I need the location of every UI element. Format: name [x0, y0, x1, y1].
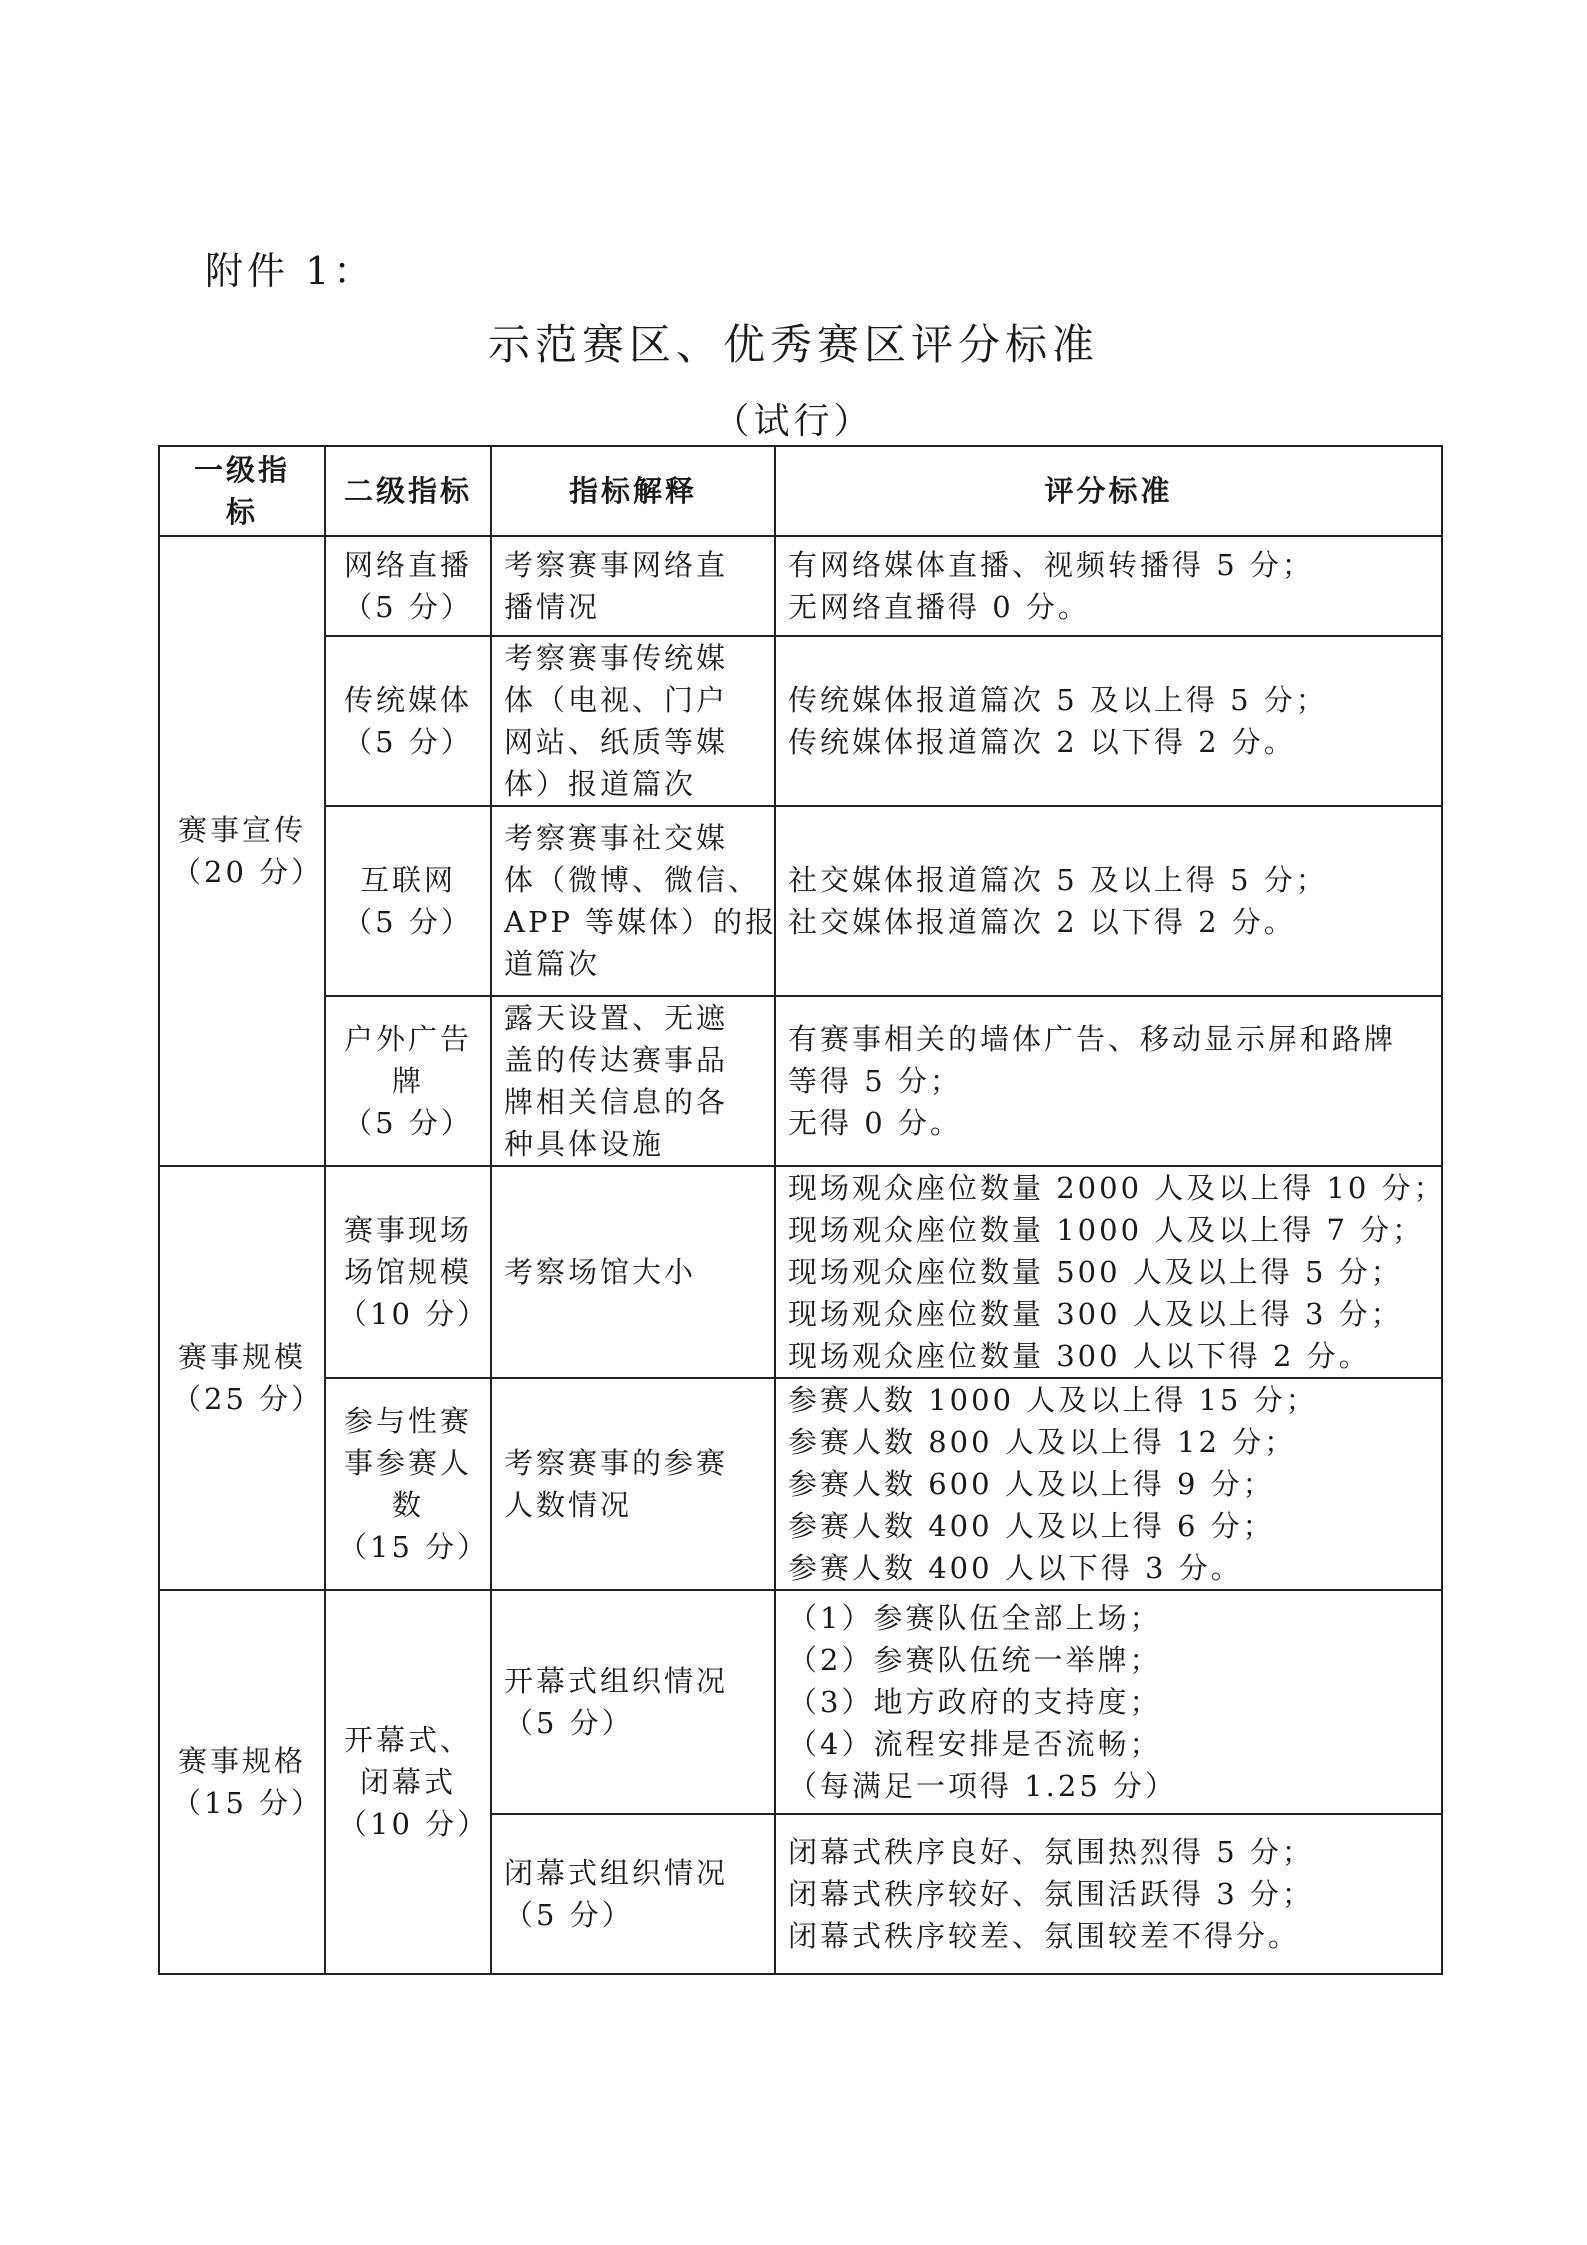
criteria-line: （每满足一项得 1.25 分）	[788, 1769, 1178, 1803]
explain-line: 考察赛事网络直	[504, 548, 729, 582]
criteria-line: 有赛事相关的墙体广告、移动显示屏和路牌	[788, 1022, 1397, 1056]
explain-cell	[491, 1814, 775, 1974]
level1-points: （15 分）	[172, 1786, 324, 1820]
level2-cell	[325, 1590, 491, 1974]
scoring-table	[158, 445, 1446, 1975]
criteria-line: 无得 0 分。	[788, 1106, 962, 1140]
criteria-cell	[775, 636, 1442, 806]
document-subtitle: （试行）	[713, 401, 874, 442]
criteria-line: 闭幕式秩序较好、氛围活跃得 3 分；	[788, 1877, 1314, 1911]
explain-cell	[491, 806, 778, 996]
level2-cell	[325, 536, 491, 636]
level2-cell	[325, 996, 491, 1166]
criteria-line: 有网络媒体直播、视频转播得 5 分；	[788, 548, 1314, 582]
criteria-line: 社交媒体报道篇次 2 以下得 2 分。	[788, 905, 1296, 939]
explain-line: 播情况	[504, 590, 601, 624]
criteria-cell	[775, 806, 1442, 996]
criteria-line: 传统媒体报道篇次 5 及以上得 5 分；	[788, 683, 1328, 717]
level2-text: 户外广告	[343, 1022, 472, 1056]
level2-cell	[325, 1166, 491, 1378]
explain-line: 露天设置、无遮	[504, 1001, 729, 1035]
level2-cell	[325, 1378, 491, 1590]
level1-name: 赛事宣传	[177, 813, 306, 847]
level2-points: （5 分）	[343, 905, 473, 939]
header-cell-criteria: 评分标准	[775, 446, 1442, 536]
explain-line: 牌相关信息的各	[504, 1085, 729, 1119]
level2-text: 事参赛人	[343, 1446, 472, 1480]
criteria-cell	[775, 1590, 1442, 1814]
explain-line: 人数情况	[504, 1488, 633, 1522]
level2-cell	[325, 636, 491, 806]
explain-line: 考察场馆大小	[504, 1255, 697, 1289]
level2-points: （15 分）	[338, 1530, 490, 1564]
criteria-line: 现场观众座位数量 300 人以下得 2 分。	[788, 1339, 1371, 1373]
criteria-line: 传统媒体报道篇次 2 以下得 2 分。	[788, 725, 1296, 759]
criteria-cell	[775, 1378, 1442, 1590]
criteria-line: 参赛人数 1000 人及以上得 15 分；	[788, 1383, 1318, 1417]
criteria-line: 等得 5 分；	[788, 1064, 962, 1098]
explain-line: （5 分）	[504, 1706, 634, 1740]
explain-cell	[491, 1590, 775, 1814]
level2-text: 数	[391, 1488, 424, 1522]
level2-text: 传统媒体	[343, 683, 472, 717]
criteria-line: 现场观众座位数量 500 人及以上得 5 分；	[788, 1255, 1403, 1289]
explain-cell	[491, 636, 775, 806]
criteria-line: 参赛人数 400 人及以上得 6 分；	[788, 1509, 1275, 1543]
criteria-cell	[775, 536, 1442, 636]
level2-text: 闭幕式	[359, 1765, 456, 1799]
explain-line: APP 等媒体）的报	[504, 905, 778, 939]
explain-line: 开幕式组织情况	[504, 1664, 729, 1698]
level1-name: 赛事规格	[177, 1744, 306, 1778]
level2-text: 牌	[391, 1064, 424, 1098]
scoring-table-body	[159, 446, 1446, 1974]
document-title: 示范赛区、优秀赛区评分标准	[487, 320, 1099, 369]
level2-points: （10 分）	[338, 1807, 490, 1841]
explain-cell	[491, 536, 775, 636]
explain-line: （5 分）	[504, 1898, 634, 1932]
level1-name: 赛事规模	[177, 1340, 306, 1374]
criteria-cell	[775, 1166, 1446, 1378]
level2-points: （5 分）	[343, 1106, 473, 1140]
criteria-line: 闭幕式秩序良好、氛围热烈得 5 分；	[788, 1835, 1314, 1869]
explain-line: 种具体设施	[504, 1127, 665, 1161]
table-row	[159, 806, 1442, 996]
explain-line: 考察赛事社交媒	[504, 821, 729, 855]
level1-points: （20 分）	[172, 855, 324, 889]
criteria-line: 无网络直播得 0 分。	[788, 590, 1090, 624]
criteria-line: 参赛人数 600 人及以上得 9 分；	[788, 1467, 1275, 1501]
explain-cell	[491, 996, 775, 1166]
table-row	[159, 1378, 1442, 1590]
explain-line: 体（微博、微信、	[504, 863, 761, 897]
header-cell-level2: 二级指标	[325, 446, 491, 536]
explain-line: 考察赛事的参赛	[504, 1446, 729, 1480]
level2-cell	[325, 806, 491, 996]
level2-points: （5 分）	[343, 590, 473, 624]
attachment-label: 附件 1：	[205, 249, 376, 293]
level1-points: （25 分）	[172, 1382, 324, 1416]
explain-cell	[491, 1166, 775, 1378]
level1-cell-spec	[159, 1590, 325, 1974]
criteria-line: （1）参赛队伍全部上场；	[788, 1601, 1162, 1635]
explain-cell	[491, 1378, 775, 1590]
level2-text: 参与性赛	[343, 1404, 472, 1438]
level2-text: 互联网	[359, 863, 456, 897]
level2-text: 开幕式、	[343, 1723, 472, 1757]
table-row	[159, 636, 1442, 806]
criteria-line: 社交媒体报道篇次 5 及以上得 5 分；	[788, 863, 1328, 897]
level2-text: 场馆规模	[343, 1255, 472, 1289]
level1-cell-promotion	[159, 536, 325, 1166]
criteria-line: （4）流程安排是否流畅；	[788, 1727, 1162, 1761]
table-row	[159, 536, 1442, 636]
criteria-line: （3）地方政府的支持度；	[788, 1685, 1162, 1719]
level2-points: （10 分）	[338, 1297, 490, 1331]
criteria-line: 参赛人数 800 人及以上得 12 分；	[788, 1425, 1297, 1459]
table-row	[159, 1166, 1442, 1378]
table-row	[159, 996, 1442, 1166]
level1-cell-scale	[159, 1166, 325, 1590]
criteria-line: （2）参赛队伍统一举牌；	[788, 1643, 1162, 1677]
criteria-line: 现场观众座位数量 300 人及以上得 3 分；	[788, 1297, 1403, 1331]
criteria-line: 现场观众座位数量 1000 人及以上得 7 分；	[788, 1213, 1425, 1247]
criteria-line: 现场观众座位数量 2000 人及以上得 10 分；	[788, 1171, 1446, 1205]
header-cell-level1: 一级指 标	[159, 446, 325, 536]
criteria-line: 闭幕式秩序较差、氛围较差不得分。	[788, 1919, 1301, 1953]
table-row	[159, 1590, 1442, 1814]
header-cell-explain: 指标解释	[491, 446, 775, 536]
explain-line: 网站、纸质等媒	[504, 725, 729, 759]
criteria-cell	[775, 1814, 1442, 1974]
criteria-cell	[775, 996, 1442, 1166]
level2-text: 赛事现场	[343, 1213, 472, 1247]
explain-line: 闭幕式组织情况	[504, 1856, 729, 1890]
explain-line: 盖的传达赛事品	[504, 1043, 729, 1077]
header-row	[159, 446, 1442, 536]
level2-points: （5 分）	[343, 725, 473, 759]
explain-line: 体（电视、门户	[504, 683, 729, 717]
explain-line: 考察赛事传统媒	[504, 641, 729, 675]
level2-text: 网络直播	[343, 548, 472, 582]
criteria-line: 参赛人数 400 人以下得 3 分。	[788, 1551, 1243, 1585]
explain-line: 道篇次	[504, 947, 601, 981]
explain-line: 体）报道篇次	[504, 767, 697, 801]
